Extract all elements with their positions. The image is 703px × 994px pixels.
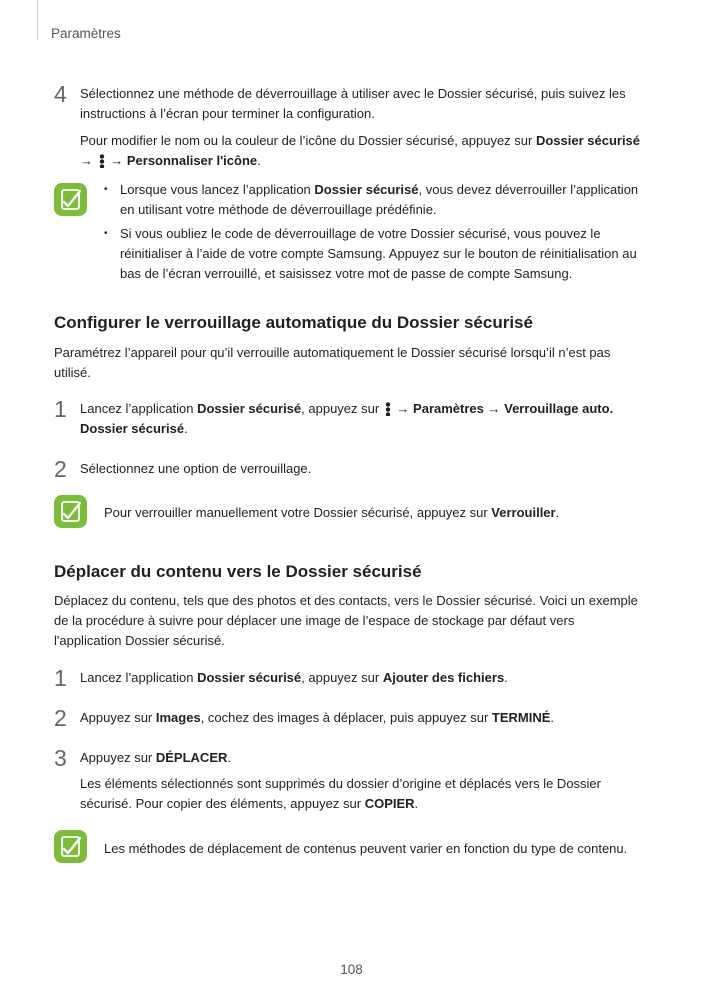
step-text: Lancez l’application Dossier sécurisé, appuyez sur Ajouter des fichiers.: [80, 670, 508, 685]
section1-step-2: [54, 456, 654, 482]
section1-step-1: [54, 396, 654, 439]
step-number: 1: [54, 665, 67, 691]
note-bullet: • Si vous oubliez le code de déverrouillage de votre Dossier sécurisé, vous pouvez le réinitialiser à l’aide de votre compte Samsung. Appuyez sur le bouton de réinitialisation au bas de l’écran verrouillé, et saisissez votre mot de passe de compte Samsung.: [104, 224, 652, 284]
step-number: 3: [54, 745, 67, 771]
note-check-icon: [54, 830, 87, 863]
step-text: Appuyez sur Images, cochez des images à déplacer, puis appuyez sur TERMINÉ.: [80, 710, 555, 725]
page-number: 108: [340, 962, 363, 977]
section-intro: Déplacez du contenu, tels que des photos et des contacts, vers le Dossier sécurisé. Voici un exemple de la procédure à suivre pour déplacer une image de l’espace de stockage par défaut vers l'application Dossier sécurisé.: [54, 593, 638, 648]
section2-step-1: [54, 665, 654, 691]
note-box-2: Pour verrouiller manuellement votre Dossier sécurisé, appuyez sur Verrouiller.: [104, 505, 560, 520]
step-4-customize-text: Pour modifier le nom ou la couleur de l’icône du Dossier sécurisé, appuyez sur Dossier sécurisé → → Personnaliser l'icône.: [80, 133, 641, 168]
section2-step-3: [54, 745, 654, 814]
section-intro: Paramétrez l’appareil pour qu’il verrouille automatiquement le Dossier sécurisé lorsqu’il n’est pas utilisé.: [54, 345, 611, 380]
note-bullet: • Lorsque vous lancez l’application Dossier sécurisé, vous devez déverrouiller l’application en utilisant votre méthode de déverrouillage prédéfinie.: [104, 180, 652, 220]
step-text: Lancez l’application Dossier sécurisé, appuyez sur → Paramètres → Verrouillage auto. Dossier sécurisé.: [80, 401, 614, 436]
section2-step-2: [54, 705, 654, 731]
more-options-icon: [385, 402, 391, 416]
step-4-text: Sélectionnez une méthode de déverrouillage à utiliser avec le Dossier sécurisé, puis suivez les instructions à l’écran pour terminer la configuration.: [80, 86, 626, 121]
section-title: Configurer le verrouillage automatique du Dossier sécurisé: [54, 313, 533, 332]
step-number: 4: [54, 81, 67, 107]
more-options-icon: [99, 154, 105, 168]
step-text: Sélectionnez une option de verrouillage.: [80, 461, 312, 476]
step-detail-text: Les éléments sélectionnés sont supprimés du dossier d’origine et déplacés vers le Dossier sécurisé. Pour copier des éléments, appuyez sur COPIER.: [80, 776, 601, 811]
step-number: 2: [54, 456, 67, 482]
section-title: Déplacer du contenu vers le Dossier sécurisé: [54, 562, 422, 581]
note-check-icon: [54, 183, 87, 216]
step-4: [54, 81, 654, 171]
header-rule: [37, 0, 38, 40]
step-number: 1: [54, 396, 67, 422]
step-text: Appuyez sur DÉPLACER.: [80, 750, 232, 765]
page-header-title: Paramètres: [51, 26, 121, 41]
step-number: 2: [54, 705, 67, 731]
note-check-icon: [54, 495, 87, 528]
note-box-1: [104, 180, 652, 284]
note-box-3: Les méthodes de déplacement de contenus peuvent varier en fonction du type de contenu.: [104, 841, 628, 856]
